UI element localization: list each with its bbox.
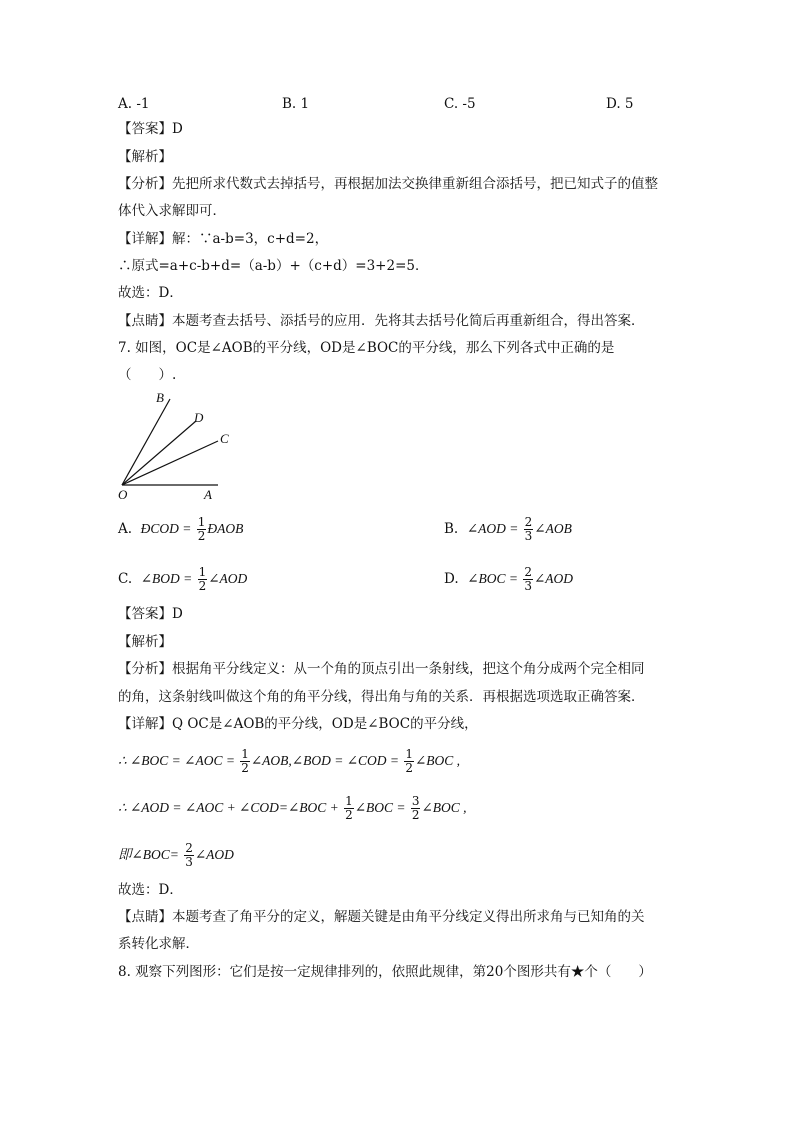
option-b: B. 1	[282, 96, 310, 112]
ray-oc	[122, 441, 218, 485]
q6-xiangjie-line1: 【详解】解：∵a-b=3，c+d=2，	[118, 231, 329, 247]
q6-analysis-label: 【解析】	[118, 149, 172, 165]
eq2-middle: ∠BOC =	[354, 800, 406, 815]
eq2-fraction-2	[411, 795, 421, 822]
fraction-numerator: 1	[198, 565, 207, 579]
q7-option-c-lhs: ∠BOD =	[140, 571, 193, 586]
q6-choose: 故选：D．	[118, 285, 183, 301]
fraction-numerator: 2	[185, 841, 193, 855]
q7-option-c	[118, 566, 247, 593]
fraction-denominator: 3	[524, 579, 532, 593]
q6-fenxi-line2: 体代入求解即可．	[118, 203, 226, 219]
label-o: O	[118, 487, 128, 502]
fraction-numerator: 1	[241, 747, 249, 761]
q7-option-b	[444, 516, 572, 543]
eq1-rhs: ∠BOC ,	[414, 753, 461, 768]
q7-fenxi-line1: 【分析】根据角平分线定义：从一个角的顶点引出一条射线，把这个角分成两个完全相同	[118, 661, 645, 677]
q7-option-c-letter: C.	[118, 571, 133, 587]
q7-dianjing-line2: 系转化求解．	[118, 936, 199, 952]
option-a: A. -1	[118, 96, 150, 112]
q7-option-d-lhs: ∠BOC =	[467, 571, 519, 586]
fraction-denominator: 2	[197, 529, 206, 543]
fraction-numerator: 2	[524, 565, 532, 579]
fraction-numerator: 3	[411, 794, 420, 808]
q6-answer: 【答案】D	[118, 121, 183, 137]
ray-od	[122, 421, 196, 485]
fraction-denominator: 2	[198, 579, 207, 593]
eq2-rhs: ∠BOC ,	[421, 800, 467, 815]
q7-option-c-fraction	[198, 566, 208, 593]
option-c: C. -5	[444, 96, 476, 112]
q7-stem-line2: （ ）.	[118, 367, 177, 383]
eq1-middle: ∠AOB,∠BOD = ∠COD =	[250, 753, 400, 768]
q7-option-a-letter: A.	[118, 521, 133, 537]
eq2-lhs: ∴ ∠AOD = ∠AOC + ∠COD=∠BOC +	[118, 800, 339, 815]
q7-option-d	[444, 566, 573, 593]
q7-option-d-fraction	[523, 566, 533, 593]
fraction-denominator: 2	[241, 761, 249, 775]
q7-fenxi-line2: 的角，这条射线叫做这个角的角平分线，得出角与角的关系．再根据选项选取正确答案．	[118, 689, 645, 705]
q7-option-a	[118, 516, 243, 543]
angle-figure	[110, 385, 240, 505]
eq1-lhs: ∴ ∠BOC = ∠AOC =	[118, 753, 235, 768]
q6-dianjing: 【点睛】本题考查去括号、添括号的应用．先将其去括号化简后再重新组合，得出答案．	[118, 313, 645, 329]
q7-option-b-fraction	[524, 516, 534, 543]
q7-xiangjie-line1: 【详解】Q OC是∠AOB的平分线，OD是∠BOC的平分线，	[118, 716, 478, 732]
fraction-numerator: 1	[197, 515, 206, 529]
q7-option-d-letter: D.	[444, 571, 459, 587]
q7-analysis-label: 【解析】	[118, 634, 172, 650]
q7-equation-1	[118, 748, 460, 775]
q7-option-b-letter: B.	[444, 521, 459, 537]
fraction-numerator: 1	[345, 794, 353, 808]
option-d: D. 5	[606, 96, 634, 112]
fraction-denominator: 3	[185, 855, 193, 869]
eq3-lhs: 即∠BOC=	[118, 847, 179, 862]
q7-answer: 【答案】D	[118, 606, 183, 622]
q7-option-d-rhs: ∠AOD	[533, 571, 574, 586]
fraction-denominator: 2	[405, 761, 413, 775]
fraction-denominator: 3	[524, 529, 533, 543]
q7-equation-2	[118, 795, 467, 822]
q7-equation-3	[118, 842, 234, 869]
q7-choose: 故选：D．	[118, 882, 183, 898]
eq3-fraction	[184, 842, 194, 869]
ray-ob	[122, 399, 170, 485]
eq3-rhs: ∠AOD	[194, 847, 234, 862]
q7-option-a-rhs: ÐAOB	[207, 521, 244, 536]
q7-option-a-fraction	[197, 516, 207, 543]
label-c: C	[220, 431, 229, 446]
q7-stem-line1: 7. 如图，OC是∠AOB的平分线，OD是∠BOC的平分线，那么下列各式中正确的是	[118, 340, 615, 356]
q7-dianjing-line1: 【点睛】本题考查了角平分的定义，解题关键是由角平分线定义得出所求角与已知角的关	[118, 909, 645, 925]
eq2-fraction-1	[344, 795, 354, 822]
q7-option-b-rhs: ∠AOB	[534, 521, 572, 536]
fraction-denominator: 2	[345, 808, 353, 822]
q6-xiangjie-line2: ∴原式=a+c-b+d=（a-b）+（c+d）=3+2=5．	[118, 258, 429, 274]
eq1-fraction-2	[404, 748, 414, 775]
label-b: B	[156, 390, 164, 405]
q8-stem: 8. 观察下列图形：它们是按一定规律排列的，依照此规律，第20个图形共有★个（ ）	[118, 964, 652, 980]
fraction-numerator: 2	[524, 515, 533, 529]
label-a: A	[204, 487, 212, 502]
q6-fenxi-line1: 【分析】先把所求代数式去掉括号，再根据加法交换律重新组合添括号，把已知式子的值整	[118, 176, 658, 192]
q7-option-b-lhs: ∠AOD =	[466, 521, 519, 536]
q7-option-c-rhs: ∠AOD	[208, 571, 248, 586]
q7-option-a-lhs: ÐCOD =	[140, 521, 192, 536]
label-d: D	[194, 410, 204, 425]
fraction-numerator: 1	[405, 747, 413, 761]
eq1-fraction-1	[240, 748, 250, 775]
fraction-denominator: 2	[411, 808, 420, 822]
